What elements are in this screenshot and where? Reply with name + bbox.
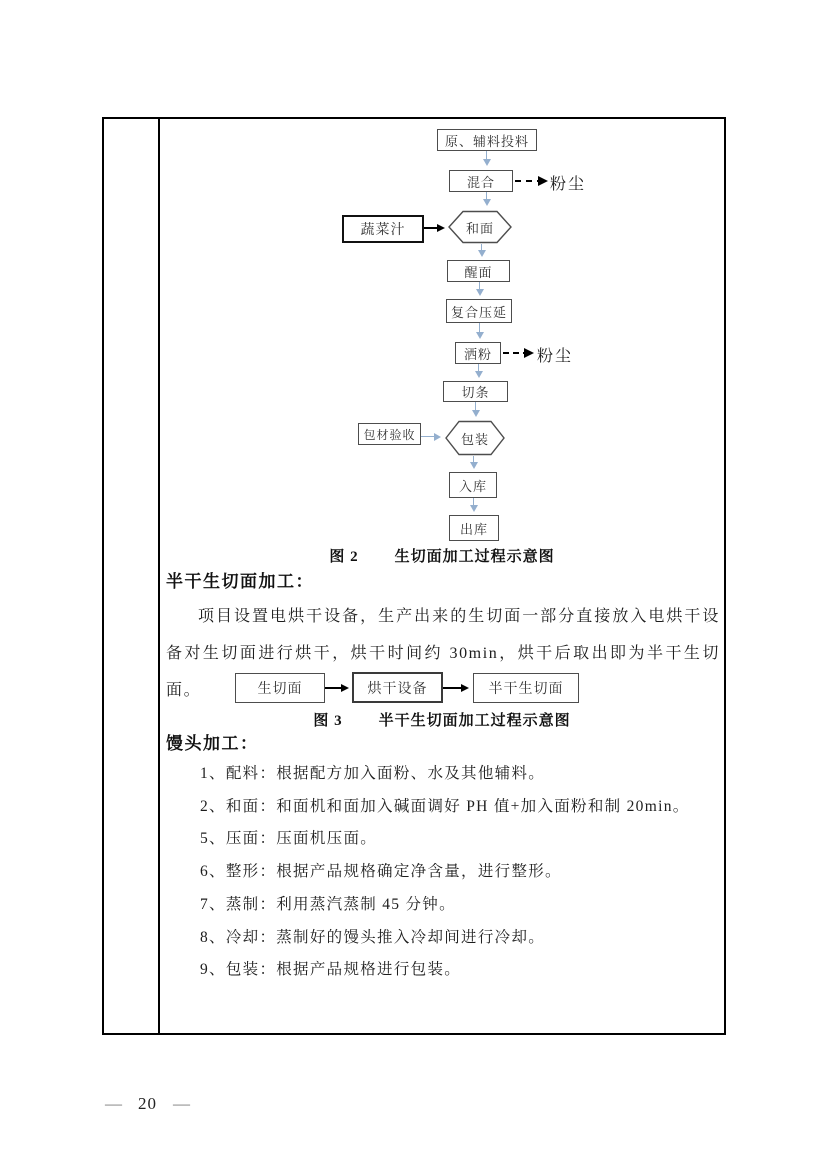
flow-node-input-label: 原、辅料投料 [444,133,529,149]
footer-page-number: 20 [138,1094,157,1113]
list-item: 5、压面：压面机压面。 [200,830,378,848]
flow-node-sprinkling [455,342,501,364]
arrow-down-icon [475,402,476,414]
flow-node-kneading-label: 和面 [465,220,494,236]
table-column-divider [158,119,160,1033]
arrow-down-icon [486,151,487,163]
flow-node-packing-label: 包装 [460,431,489,447]
flow-node-mixing-label: 混合 [466,174,495,190]
mantou-step-list [200,758,720,987]
figure2-caption [158,545,726,566]
dashed-arrow-right-icon [515,180,543,182]
flow-node-storage-in [449,472,497,498]
flow-node-drying-equipment [352,672,443,703]
list-item: 8、冷却：蒸制好的馒头推入冷却间进行冷却。 [200,928,546,946]
flow-node-storage-out-label: 出库 [459,521,488,537]
dashed-arrow-right-icon [503,352,529,354]
dust-label-sprinkling: 粉尘 [537,348,574,365]
flow-node-kneading [448,210,512,244]
list-item: 2、和面：和面机和面加入碱面调好 PH 值+加入面粉和制 20min。 [200,797,690,815]
flow-node-input [437,129,537,151]
arrow-right-icon [325,687,345,689]
mantou-heading: 馒头加工： [166,734,259,753]
arrow-right-icon [421,436,438,437]
flow-node-packing [445,420,505,456]
flow-node-storage-out [449,515,499,541]
arrow-right-icon [424,227,441,229]
list-item: 7、蒸制：利用蒸汽蒸制 45 分钟。 [200,895,456,913]
flow-node-material-check [358,423,421,445]
arrow-down-icon [473,456,474,466]
footer-dash-right: — [173,1094,190,1113]
arrow-right-icon [443,687,465,689]
flow-node-raw-noodle [235,673,325,703]
flow-node-storage-in-label: 入库 [458,478,487,494]
flow-node-vegetable-juice-label: 蔬菜汁 [360,223,406,238]
flow-node-semi-dry-noodle [473,673,579,703]
arrow-down-icon [479,323,480,336]
flow-node-rolling [446,299,512,323]
flow-node-sprinkling-label: 洒粉 [463,346,492,362]
flow-node-drying-equipment-label: 烘干设备 [367,681,428,697]
flow-node-vegetable-juice [342,215,424,243]
figure3-caption [158,709,726,730]
flow-node-cutting [443,381,508,402]
arrow-down-icon [486,192,487,203]
arrow-down-icon [481,244,482,254]
page-footer [105,1094,190,1114]
flow-node-cutting-label: 切条 [461,385,490,400]
semi-dry-heading: 半干生切面加工： [166,572,314,591]
dust-label-mixing: 粉尘 [550,176,587,193]
footer-dash-left: — [105,1094,122,1113]
flow-node-raw-noodle-label: 生切面 [257,682,303,697]
figure2-caption-title: 生切面加工过程示意图 [394,549,555,565]
flow-node-rolling-label: 复合压延 [450,304,507,320]
list-item: 1、配料：根据配方加入面粉、水及其他辅料。 [200,765,546,782]
flow-node-mixing [449,170,513,192]
flow-node-material-check-label: 包材验收 [363,427,416,442]
semi-dry-paragraph: 项目设置电烘干设备，生产出来的生切面一部分直接放入电烘干设备对生切面进行烘干，烘干时间约 30min，烘干后取出即为半干生切面。 [166,608,720,699]
figure2-caption-label: 图 2 [329,549,359,565]
figure3-caption-label: 图 3 [313,713,343,729]
flow-node-resting-label: 醒面 [464,264,493,280]
flow-node-resting [447,260,510,282]
arrow-down-icon [479,282,480,293]
flow-node-semi-dry-noodle-label: 半干生切面 [488,682,564,697]
list-item: 6、整形：根据产品规格确定净含量，进行整形。 [200,863,562,881]
arrow-down-icon [473,498,474,509]
arrow-down-icon [478,364,479,375]
figure3-caption-title: 半干生切面加工过程示意图 [378,713,571,729]
list-item: 9、包装：根据产品规格进行包装。 [200,961,462,979]
